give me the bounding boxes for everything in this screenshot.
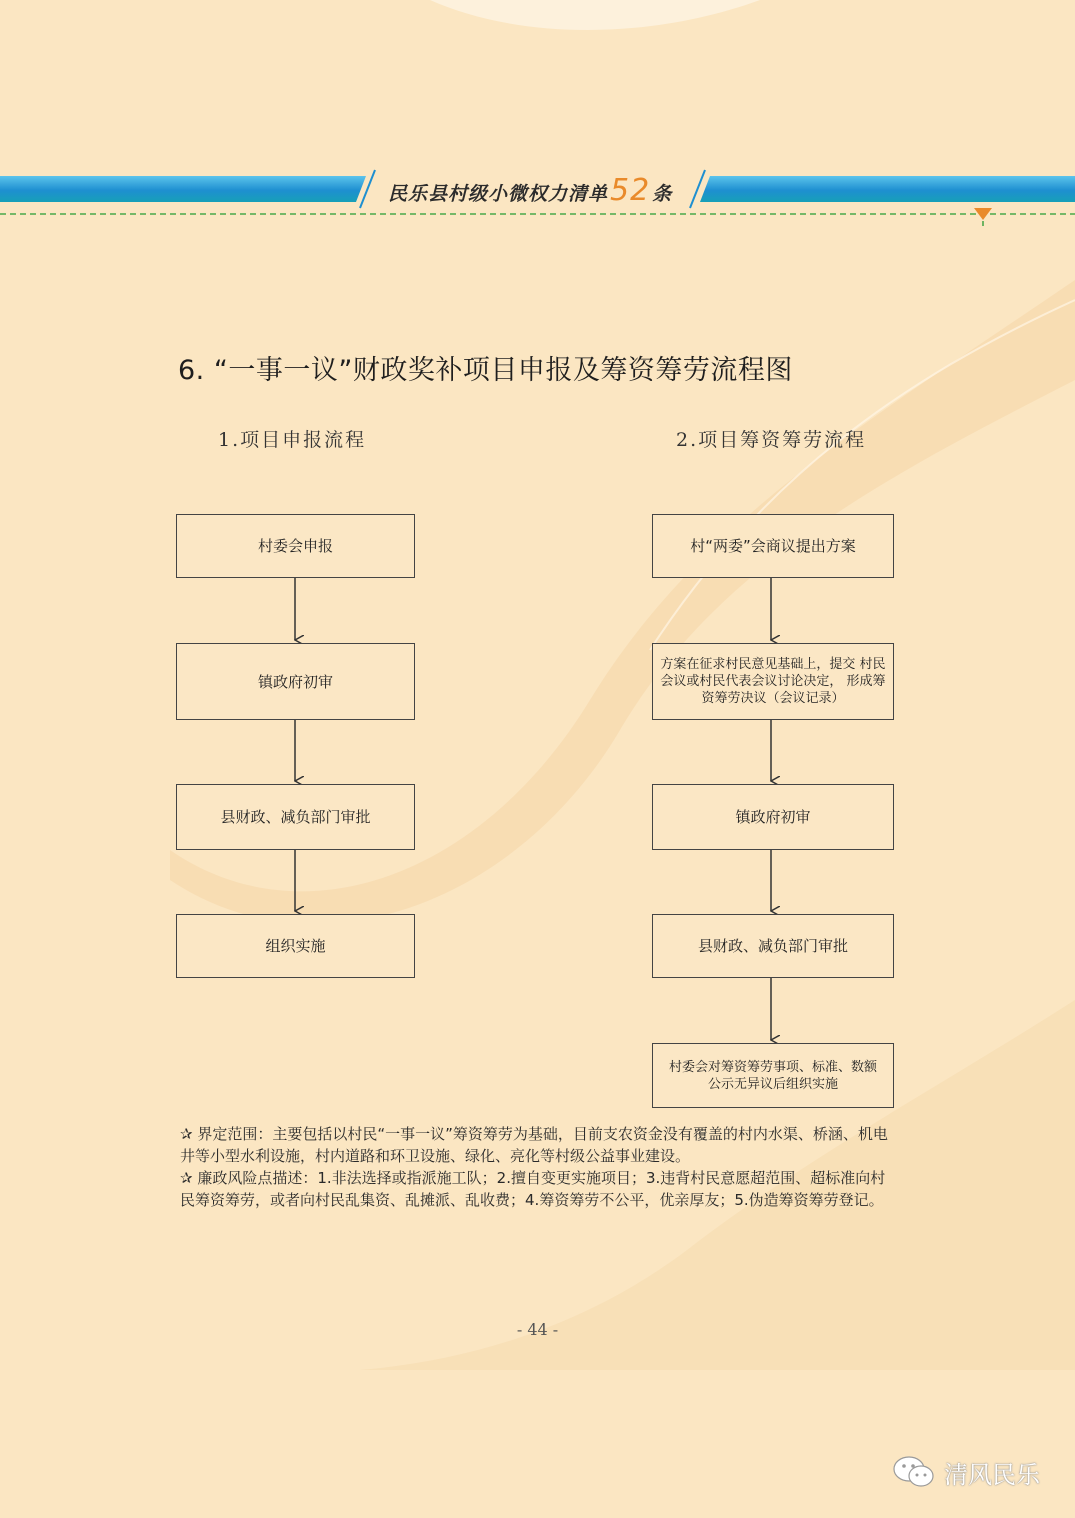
banner-title-suffix: 条 xyxy=(652,183,673,205)
left-step-3: 县财政、减负部门审批 xyxy=(176,784,415,850)
right-step-1: 村“两委”会商议提出方案 xyxy=(652,514,894,578)
watermark-label: 清风民乐 xyxy=(944,1460,1040,1489)
right-step-2: 方案在征求村民意见基础上，提交 村民会议或村民代表会议讨论决定， 形成筹资筹劳决议（会议记录） xyxy=(652,643,894,720)
right-flow-title: 2.项目筹资筹劳流程 xyxy=(676,429,867,451)
banner-title xyxy=(388,174,672,206)
header-marker-triangle xyxy=(974,208,992,220)
note-scope: ✰ 界定范围：主要包括以村民“一事一议”筹资筹劳为基础，目前支农资金没有覆盖的村内水渠、桥涵、机电井等小型水利设施，村内道路和环卫设施、绿化、亮化等村级公益事业建设。 xyxy=(180,1125,888,1165)
decor-swoosh-top xyxy=(430,0,760,30)
right-step-3: 镇政府初审 xyxy=(652,784,894,850)
watermark xyxy=(892,1452,1040,1492)
wechat-icon xyxy=(892,1454,936,1490)
page-number: - 44 - xyxy=(516,1320,559,1339)
banner-title-prefix: 民乐县村级小微权力清单 xyxy=(388,183,609,205)
left-flow-title: 1.项目申报流程 xyxy=(218,429,367,451)
header-band-left xyxy=(0,176,366,202)
right-step-5: 村委会对筹资筹劳事项、标准、数额公示无异议后组织实施 xyxy=(652,1043,894,1108)
left-step-2: 镇政府初审 xyxy=(176,643,415,720)
note-risk: ✰ 廉政风险点描述：1.非法选择或指派施工队；2.擅自变更实施项目；3.违背村民意愿超范围、超标准向村民筹资筹劳，或者向村民乱集资、乱摊派、乱收费；4.筹资筹劳不公平，优亲厚友；5.伪造筹资筹劳登记。 xyxy=(180,1169,886,1209)
left-step-4: 组织实施 xyxy=(176,914,415,978)
header-band-right xyxy=(700,176,1075,202)
banner-title-number: 52 xyxy=(610,173,651,208)
header-band-divider-left xyxy=(360,170,375,208)
notes xyxy=(180,1123,892,1211)
right-step-4: 县财政、减负部门审批 xyxy=(652,914,894,978)
left-step-1: 村委会申报 xyxy=(176,514,415,578)
header-band-divider-right xyxy=(690,170,705,208)
page-title: 6. “一事一议”财政奖补项目申报及筹资筹劳流程图 xyxy=(178,355,793,386)
